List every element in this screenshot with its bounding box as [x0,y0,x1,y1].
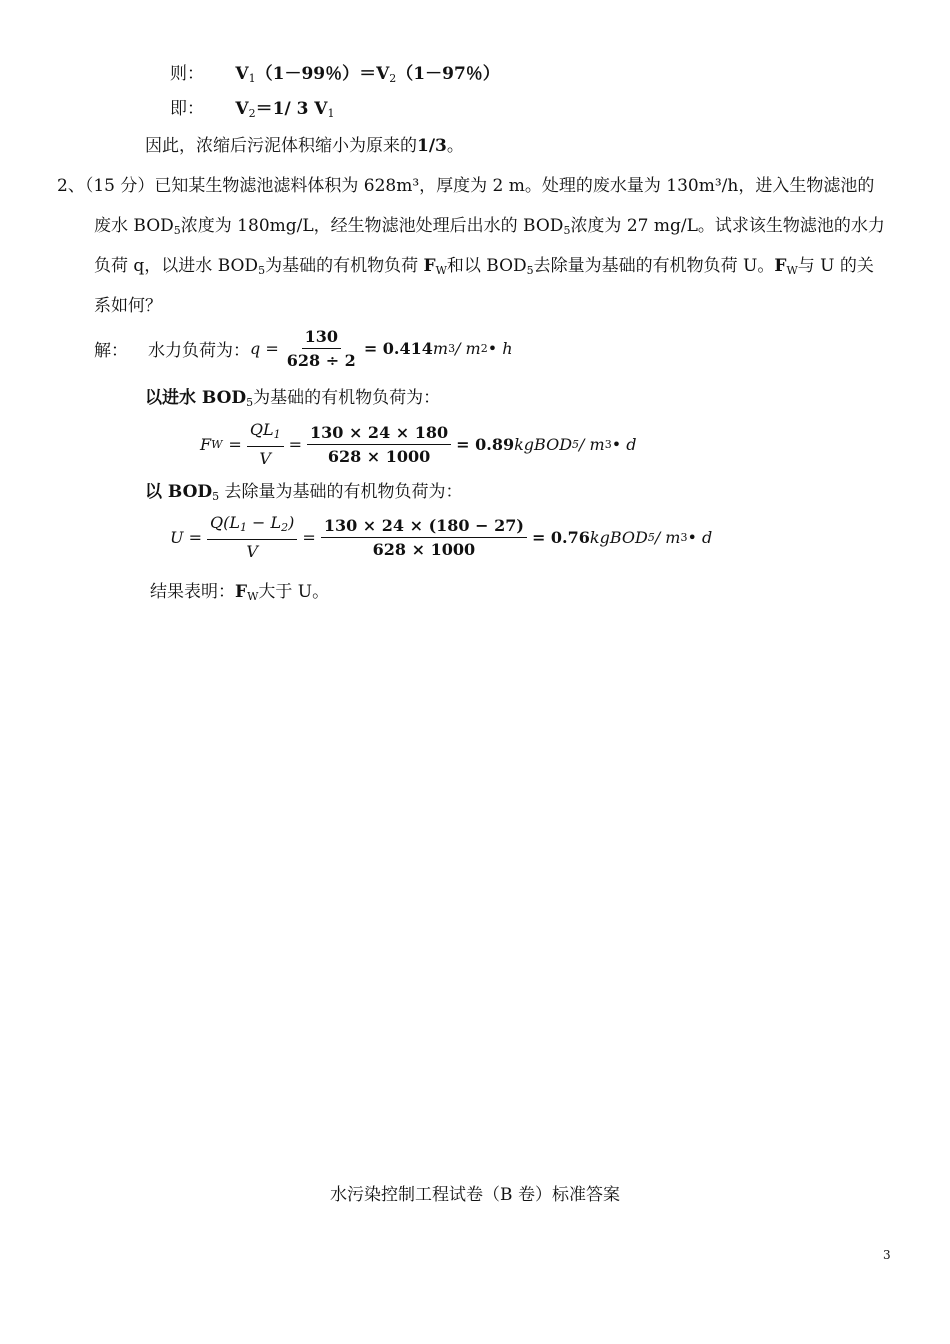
question-line-4: 系如何？ [94,296,162,316]
question-line-3: 负荷 q，以进水 $BOD_5$为基础的有机物负荷 $F_W$和以 $BOD_5$去除量为基础的有机物负荷 U。$F_W$与 U 的关 [94,256,874,277]
equation-hydraulic-load: 解： 水力负荷为： q = $\frac{130}{628 \div 2}$ = 0.414 m 3 / m 2 • h [94,327,513,370]
page-number: 3 [883,1248,891,1262]
question-line-1: 2、（15 分）已知某生物滤池滤料体积为 628m³，厚度为 2 m。处理的废水量为 130m³/h，进入生物滤池的 [57,176,875,196]
fw-label: 以进水 $BOD_5$为基础的有机物负荷为： [145,388,441,409]
fraction-u-symbolic: $\frac{Q(L_1 - L_2)}{V}$ [207,513,297,561]
equation-u: U = $\frac{Q(L_1 - L_2)}{V}$ = $\frac{130 \times 24 \times (180 - 27)}{628 \times 1000}$ = 0.76 kgBOD 5 / m 3 • d [170,513,713,561]
equation-line-volume: 则： $V_1(1-99$％）$=V_2(1-97$％） [170,64,500,85]
fraction-u-numeric: $\frac{130 \times 24 \times (180 - 27)}{628 \times 1000}$ [321,516,527,559]
equation-fw: F W = $\frac{QL_1}{V}$ = $\frac{130 \times 24 \times 180}{628 \times 1000}$ = 0.89 kgBOD 5 / m 3 • d [200,420,637,468]
result-conclusion: 结果表明：$F_W$大于 U。 [150,582,330,603]
conclusion-line-volume: 因此，浓缩后污泥体积缩小为原来的1/3。 [145,136,464,156]
footer-title: 水污染控制工程试卷（B 卷）标准答案 [330,1185,620,1205]
u-label: 以 $BOD_5$ 去除量为基础的有机物负荷为： [145,482,463,503]
fraction-fw-symbolic: $\frac{QL_1}{V}$ [247,420,284,468]
fraction-fw-numeric: $\frac{130 \times 24 \times 180}{628 \times 1000}$ [307,423,451,466]
equation-line-ratio: 即： $V_2=1/$ 3 $V_1$ [170,99,335,120]
fraction-q: $\frac{130}{628 \div 2}$ [286,327,356,370]
question-line-2: 废水 $BOD_5$浓度为 180mg/L，经生物滤池处理后出水的 $BOD_5$浓度为 27 mg/L。试求该生物滤池的水力 [94,216,885,237]
